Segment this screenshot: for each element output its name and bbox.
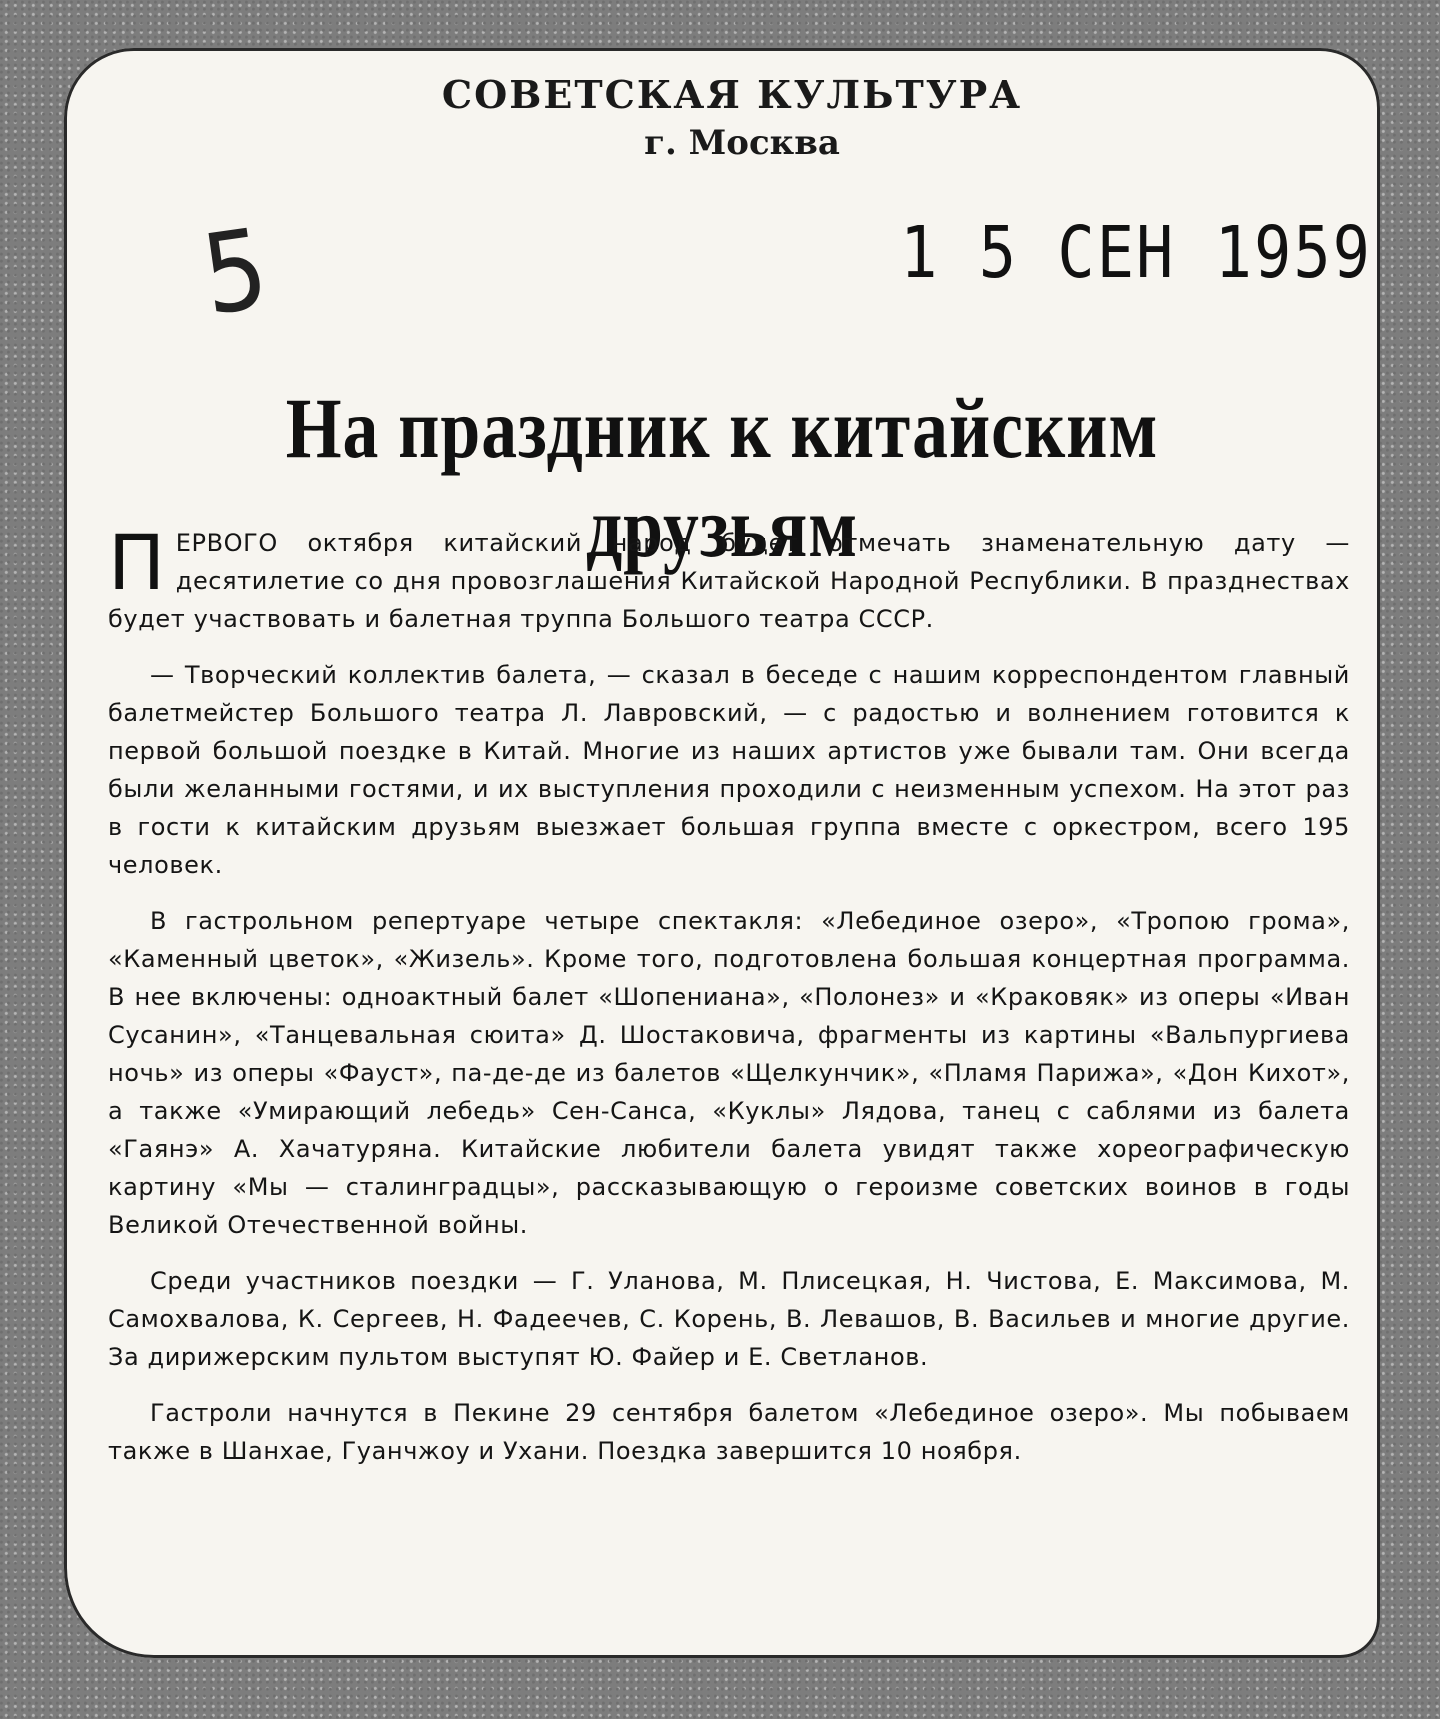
newspaper-name: СОВЕТСКАЯ КУЛЬТУРА bbox=[441, 72, 1023, 117]
article-paragraph-1 bbox=[108, 518, 1350, 638]
article-body bbox=[108, 518, 1350, 1488]
date-stamp: 1 5 СЕН 1959 bbox=[900, 210, 1372, 295]
newspaper-city: г. Москва bbox=[644, 123, 840, 163]
article-paragraph-4: Среди участников поездки — Г. Уланова, М. Плисецкая, Н. Чистова, Е. Максимова, М. Самохвалова, К. Сергеев, Н. Фадеечев, С. Корень, В. Левашов, В. Васильев и многие другие. За дирижерским пультом выступят Ю. Файер и Е. Светланов. bbox=[108, 1267, 1350, 1371]
drop-cap: П bbox=[108, 518, 166, 607]
article-paragraph-5: Гастроли начнутся в Пекине 29 сентября балетом «Лебединое озеро». Мы побываем также в Шанхае, Гуанчжоу и Ухани. Поездка завершится 10 ноября. bbox=[108, 1399, 1350, 1465]
article-paragraph-2: — Творческий коллектив балета, — сказал в беседе с нашим корреспондентом главный балетмейстер Большого театра Л. Лавровский, — с радостью и волнением готовится к первой большой поездке в Китай. Многие из наших артистов уже бывали там. Они всегда были желанными гостями, и их выступления проходили с неизменным успехом. На этот раз в гости к китайским друзьям выезжает большая группа вместе с оркестром, всего 195 человек. bbox=[108, 661, 1350, 879]
article-paragraph-3: В гастрольном репертуаре четыре спектакля: «Лебединое озеро», «Тропою грома», «Каменный цветок», «Жизель». Кроме того, подготовлена большая концертная программа. В нее включены: одноактный балет «Шопениана», «Полонез» и «Краковяк» из оперы «Иван Сусанин», «Танцевальная сюита» Д. Шостаковича, фрагменты из картины «Вальпургиева ночь» из оперы «Фауст», па-де-де из балетов «Щелкунчик», «Пламя Парижа», «Дон Кихот», а также «Умирающий лебедь» Сен-Санса, «Куклы» Лядова, танец с саблями из балета «Гаянэ» А. Хачатуряна. Китайские любители балета увидят также хореографическую картину «Мы — сталинградцы», рассказывающую о героизме советских воинов в годы Великой Отечественной войны. bbox=[108, 907, 1350, 1239]
article-headline: На праздник к китайским друзьям bbox=[285, 380, 1159, 575]
newspaper-clipping bbox=[64, 48, 1380, 1658]
lead-text: ЕРВОГО октября китайский народ будет отмечать знаменательную дату — десятилетие со дня провозглашения Китайской Народной Республики. В празднествах будет участвовать и балетная труппа Большого театра СССР. bbox=[108, 529, 1350, 633]
handwritten-number: 5 bbox=[194, 204, 276, 340]
masthead bbox=[64, 72, 1380, 163]
